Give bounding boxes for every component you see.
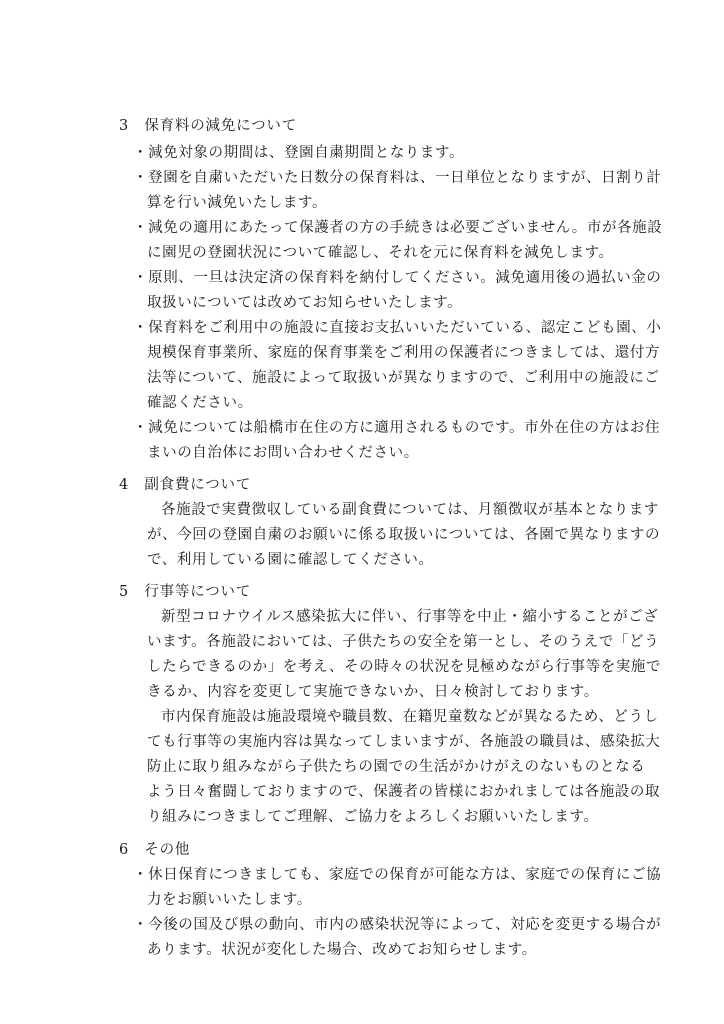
list-item-continued: に園児の登園状況について確認し、それを元に保育料を減免します。: [147, 245, 614, 261]
paragraph-line: います。各施設においては、子供たちの安全を第一とし、そのうえで「どう: [147, 634, 660, 650]
list-item-continued: まいの自治体にお問い合わせください。: [147, 445, 419, 461]
list-item-continued: あります。状況が変化した場合、改めてお知らせします。: [147, 942, 537, 958]
section-3-heading: 3 保育料の減免について: [119, 118, 298, 134]
list-item: ・原則、一旦は決定済の保育料を納付してください。減免適用後の過払い金の: [133, 270, 662, 286]
list-item: ・減免対象の期間は、登園自粛期間となります。: [133, 145, 465, 161]
list-item: ・減免の適用にあたって保護者の方の手続きは必要ございません。市が各施設: [133, 220, 663, 236]
paragraph-line: ても行事等の実施内容は異なってしまいますが、各施設の職員は、感染拡大: [147, 734, 661, 750]
list-item-continued: 法等について、施設によって取扱いが異なりますので、ご利用中の施設にご: [147, 370, 660, 386]
list-item: ・登園を自粛いただいた日数分の保育料は、一日単位となりますが、日割り計: [133, 170, 662, 186]
list-item-continued: 確認ください。: [147, 395, 253, 411]
paragraph-line: 市内保育施設は施設環境や職員数、在籍児童数などが異なるため、どうし: [161, 709, 659, 725]
list-item-continued: 規模保育事業所、家庭的保育事業をご利用の保護者につきましては、還付方: [147, 345, 661, 361]
list-item: ・今後の国及び県の動向、市内の感染状況等によって、対応を変更する場合が: [133, 917, 662, 933]
list-item-continued: 力をお願いいたします。: [147, 892, 312, 908]
paragraph-line: 各施設で実費徴収している副食費については、月額徴収が基本となります: [161, 502, 660, 518]
list-item: ・減免については船橋市在住の方に適用されるものです。市外在住の方はお住: [133, 420, 661, 436]
list-item-continued: 算を行い減免いたします。: [147, 195, 328, 211]
list-item: ・保育料をご利用中の施設に直接お支払いいただいている、認定こども園、小: [133, 320, 662, 336]
section-4-heading: 4 副食費について: [119, 477, 252, 493]
paragraph-line: したらできるのか」を考え、その時々の状況を見極めながら行事等を実施で: [147, 659, 662, 675]
section-6-heading: 6 その他: [119, 842, 191, 858]
paragraph-line: 新型コロナウイルス感染拡大に伴い、行事等を中止・縮小することがござ: [161, 609, 659, 625]
paragraph-line: が、今回の登園自粛のお願いに係る取扱いについては、各園で異なりますの: [147, 527, 661, 543]
paragraph-line: で、利用している園に確認してください。: [147, 552, 434, 568]
list-item: ・休日保育につきましても、家庭での保育が可能な方は、家庭での保育にご協: [133, 867, 662, 883]
paragraph-line: きるか、内容を変更して実施できないか、日々検討しております。: [147, 684, 599, 700]
list-item-continued: 取扱いについては改めてお知らせいたします。: [147, 295, 463, 311]
paragraph-line: 防止に取り組みながら子供たちの園での生活がかけがえのないものとなる: [147, 759, 646, 775]
paragraph-line: よう日々奮闘しておりますので、保護者の皆様におかれましては各施設の取: [147, 784, 661, 800]
paragraph-line: り組みにつきましてご理解、ご協力をよろしくお願いいたします。: [147, 809, 599, 825]
section-5-heading: 5 行事等について: [119, 584, 252, 600]
